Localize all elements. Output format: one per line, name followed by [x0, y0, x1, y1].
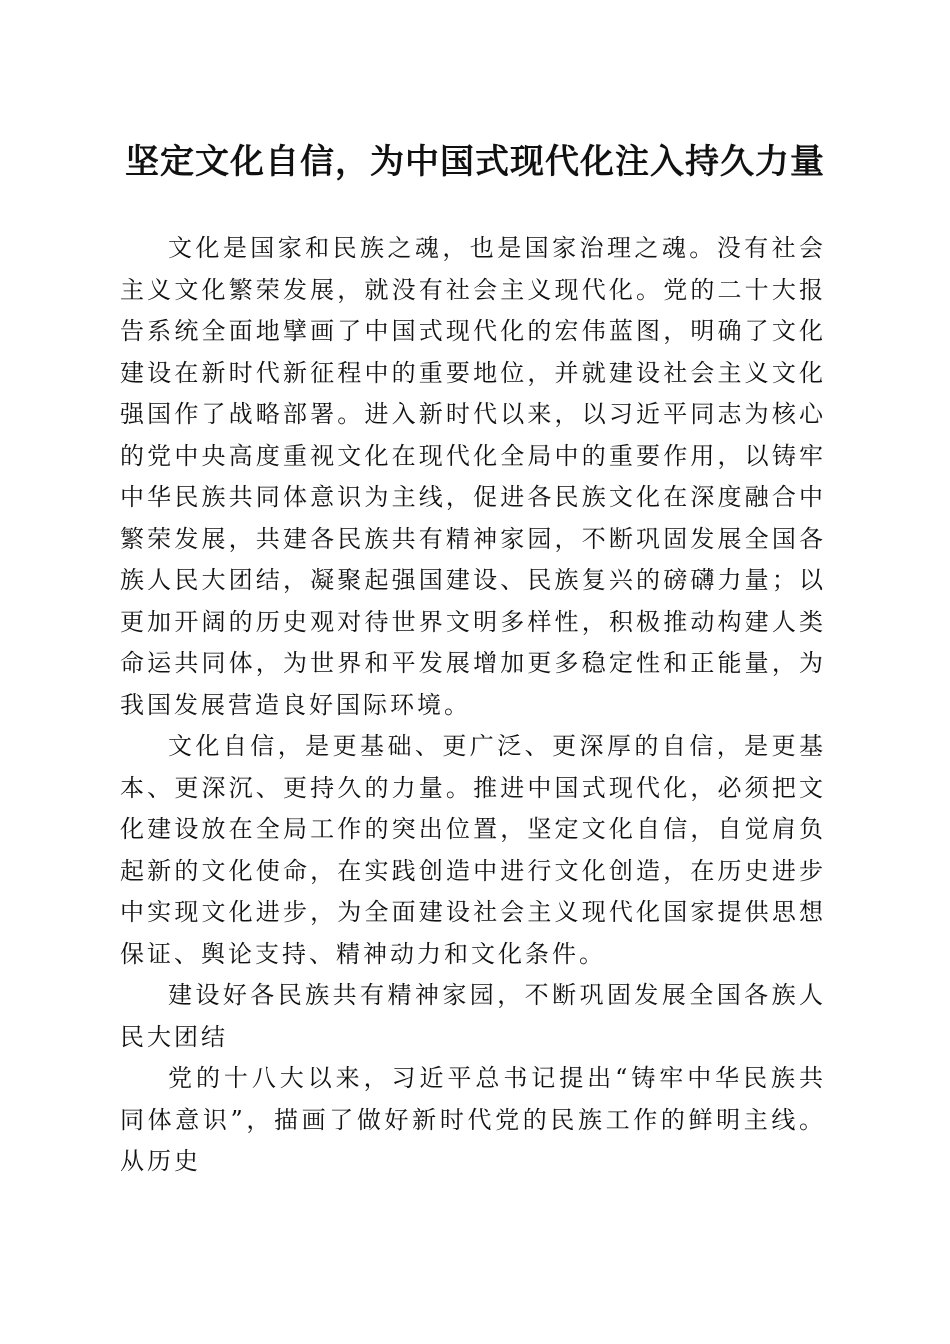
section-heading: 建设好各民族共有精神家园，不断巩固发展全国各族人民大团结 [120, 981, 826, 1051]
paragraph-3: 党的十八大以来，习近平总书记提出“铸牢中华民族共同体意识”，描画了做好新时代党的民族工作的鲜明主线。从历史 [120, 1064, 826, 1175]
document-body [120, 228, 826, 1183]
document-title: 坚定文化自信，为中国式现代化注入持久力量 [125, 142, 825, 182]
paragraph-2: 文化自信，是更基础、更广泛、更深厚的自信，是更基本、更深沉、更持久的力量。推进中国式现代化，必须把文化建设放在全局工作的突出位置，坚定文化自信，自觉肩负起新的文化使命，在实践创造中进行文化创造，在历史进步中实现文化进步，为全面建设社会主义现代化国家提供思想保证、舆论支持、精神动力和文化条件。 [120, 732, 826, 968]
paragraph-1: 文化是国家和民族之魂，也是国家治理之魂。没有社会主义文化繁荣发展，就没有社会主义现代化。党的二十大报告系统全面地擘画了中国式现代化的宏伟蓝图，明确了文化建设在新时代新征程中的重要地位，并就建设社会主义文化强国作了战略部署。进入新时代以来，以习近平同志为核心的党中央高度重视文化在现代化全局中的重要作用，以铸牢中华民族共同体意识为主线，促进各民族文化在深度融合中繁荣发展，共建各民族共有精神家园，不断巩固发展全国各族人民大团结，凝聚起强国建设、民族复兴的磅礴力量；以更加开阔的历史观对待世界文明多样性，积极推动构建人类命运共同体，为世界和平发展增加更多稳定性和正能量，为我国发展营造良好国际环境。 [120, 234, 826, 719]
